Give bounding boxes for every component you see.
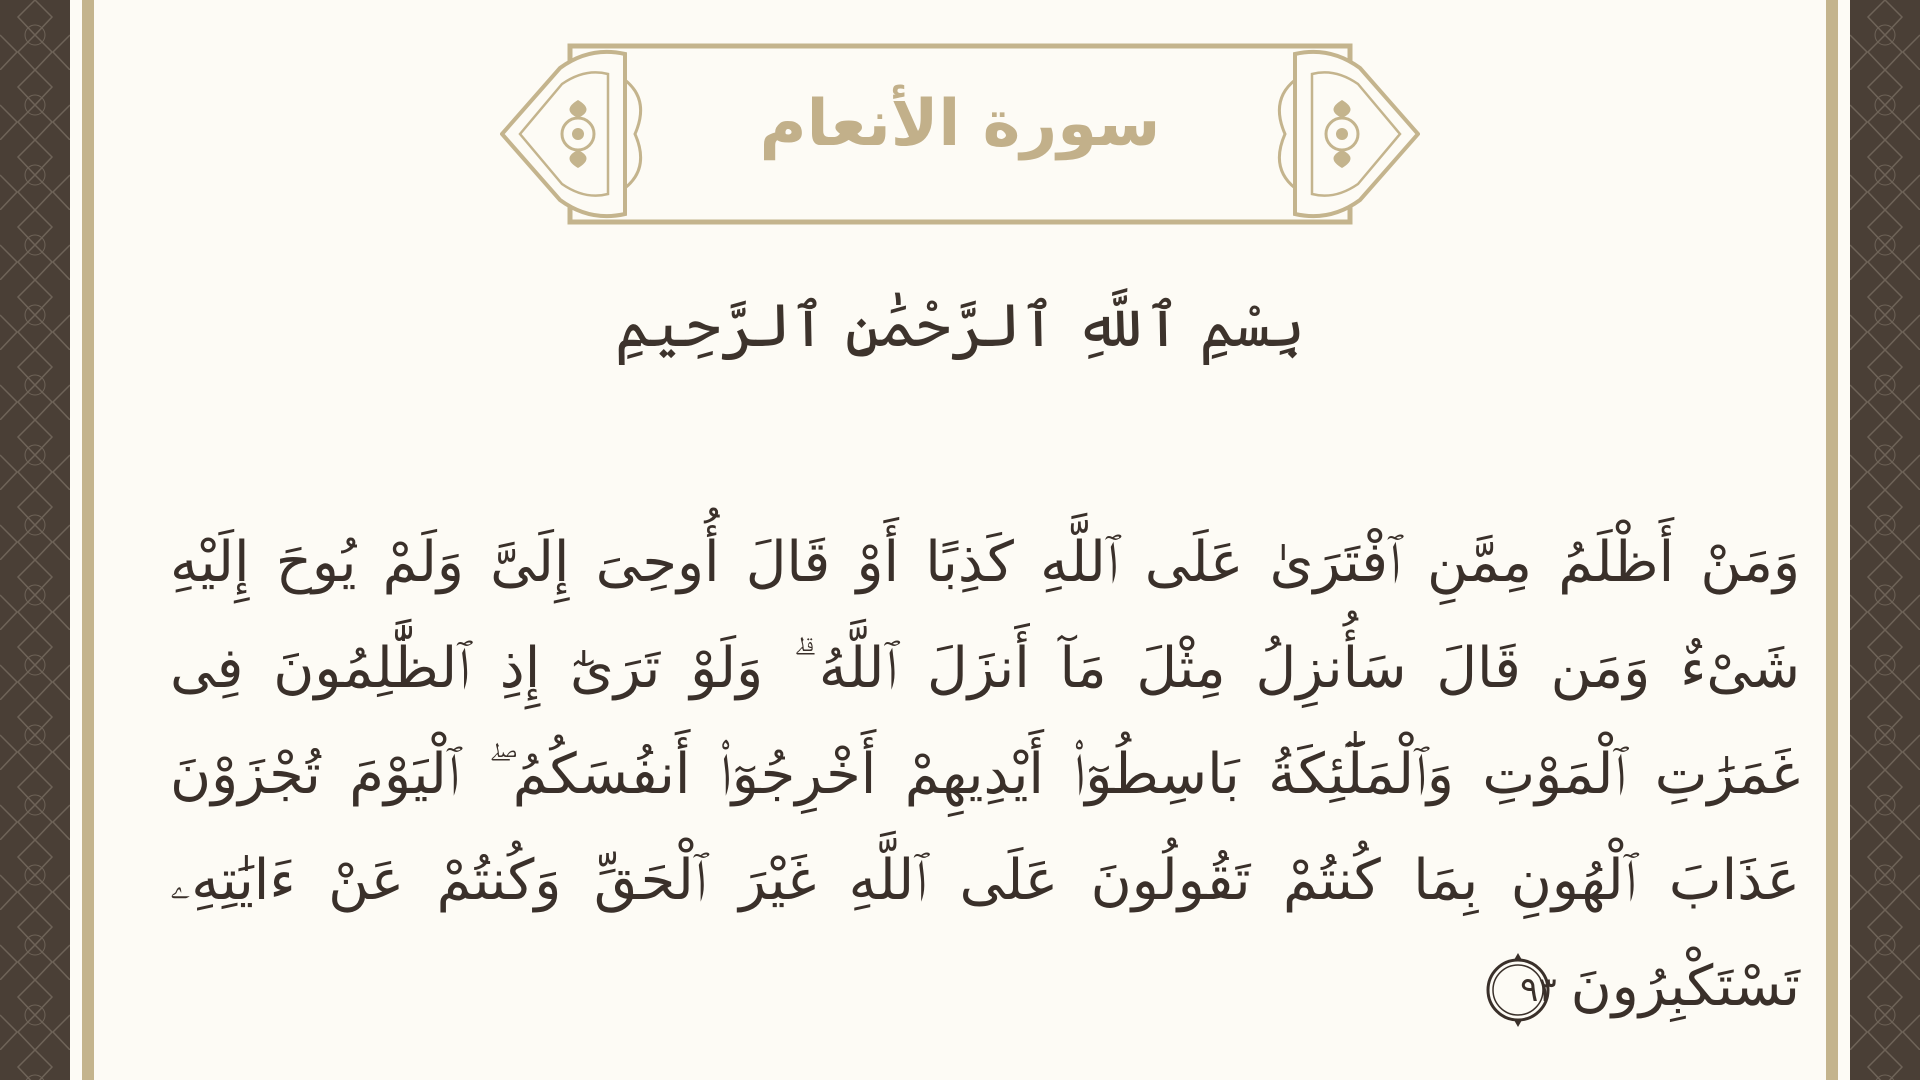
- ayah-number: ٩٣: [1520, 969, 1557, 1010]
- ayah-number-marker: [1479, 951, 1557, 1029]
- right-gold-rule: [1826, 0, 1838, 1080]
- surah-title-cartouche: [500, 40, 1420, 230]
- verse-block: [170, 510, 1800, 1040]
- basmala: بِسْمِ ٱللَّهِ ٱلرَّحْمَٰنِ ٱلرَّحِيمِ: [614, 291, 1306, 361]
- verse-text: وَمَنْ أَظْلَمُ مِمَّنِ ٱفْتَرَىٰ عَلَى ٱللَّهِ كَذِبًا أَوْ قَالَ أُوحِىَ إِلَىَّ وَلَمْ يُوحَ إِلَيْهِ شَىْءٌ وَمَن قَالَ سَأُنزِلُ مِثْلَ مَآ أَنزَلَ ٱللَّهُ ۗ وَلَوْ تَرَىٰٓ إِذِ ٱلظَّٰلِمُونَ فِى غَمَرَٰتِ ٱلْمَوْتِ وَٱلْمَلَٰٓئِكَةُ بَاسِطُوٓا۟ أَيْدِيهِمْ أَخْرِجُوٓا۟ أَنفُسَكُمُ ۖ ٱلْيَوْمَ تُجْزَوْنَ عَذَابَ ٱلْهُونِ بِمَا كُنتُمْ تَقُولُونَ عَلَى ٱللَّهِ غَيْرَ ٱلْحَقِّ وَكُنتُمْ عَنْ ءَايَٰتِهِۦ تَسْتَكْبِرُونَ: [170, 530, 1800, 1019]
- right-ornamental-border: [1850, 0, 1920, 1080]
- left-ornamental-border: [0, 0, 70, 1080]
- surah-title: سورة الأنعام: [759, 87, 1161, 161]
- left-gold-rule: [82, 0, 94, 1080]
